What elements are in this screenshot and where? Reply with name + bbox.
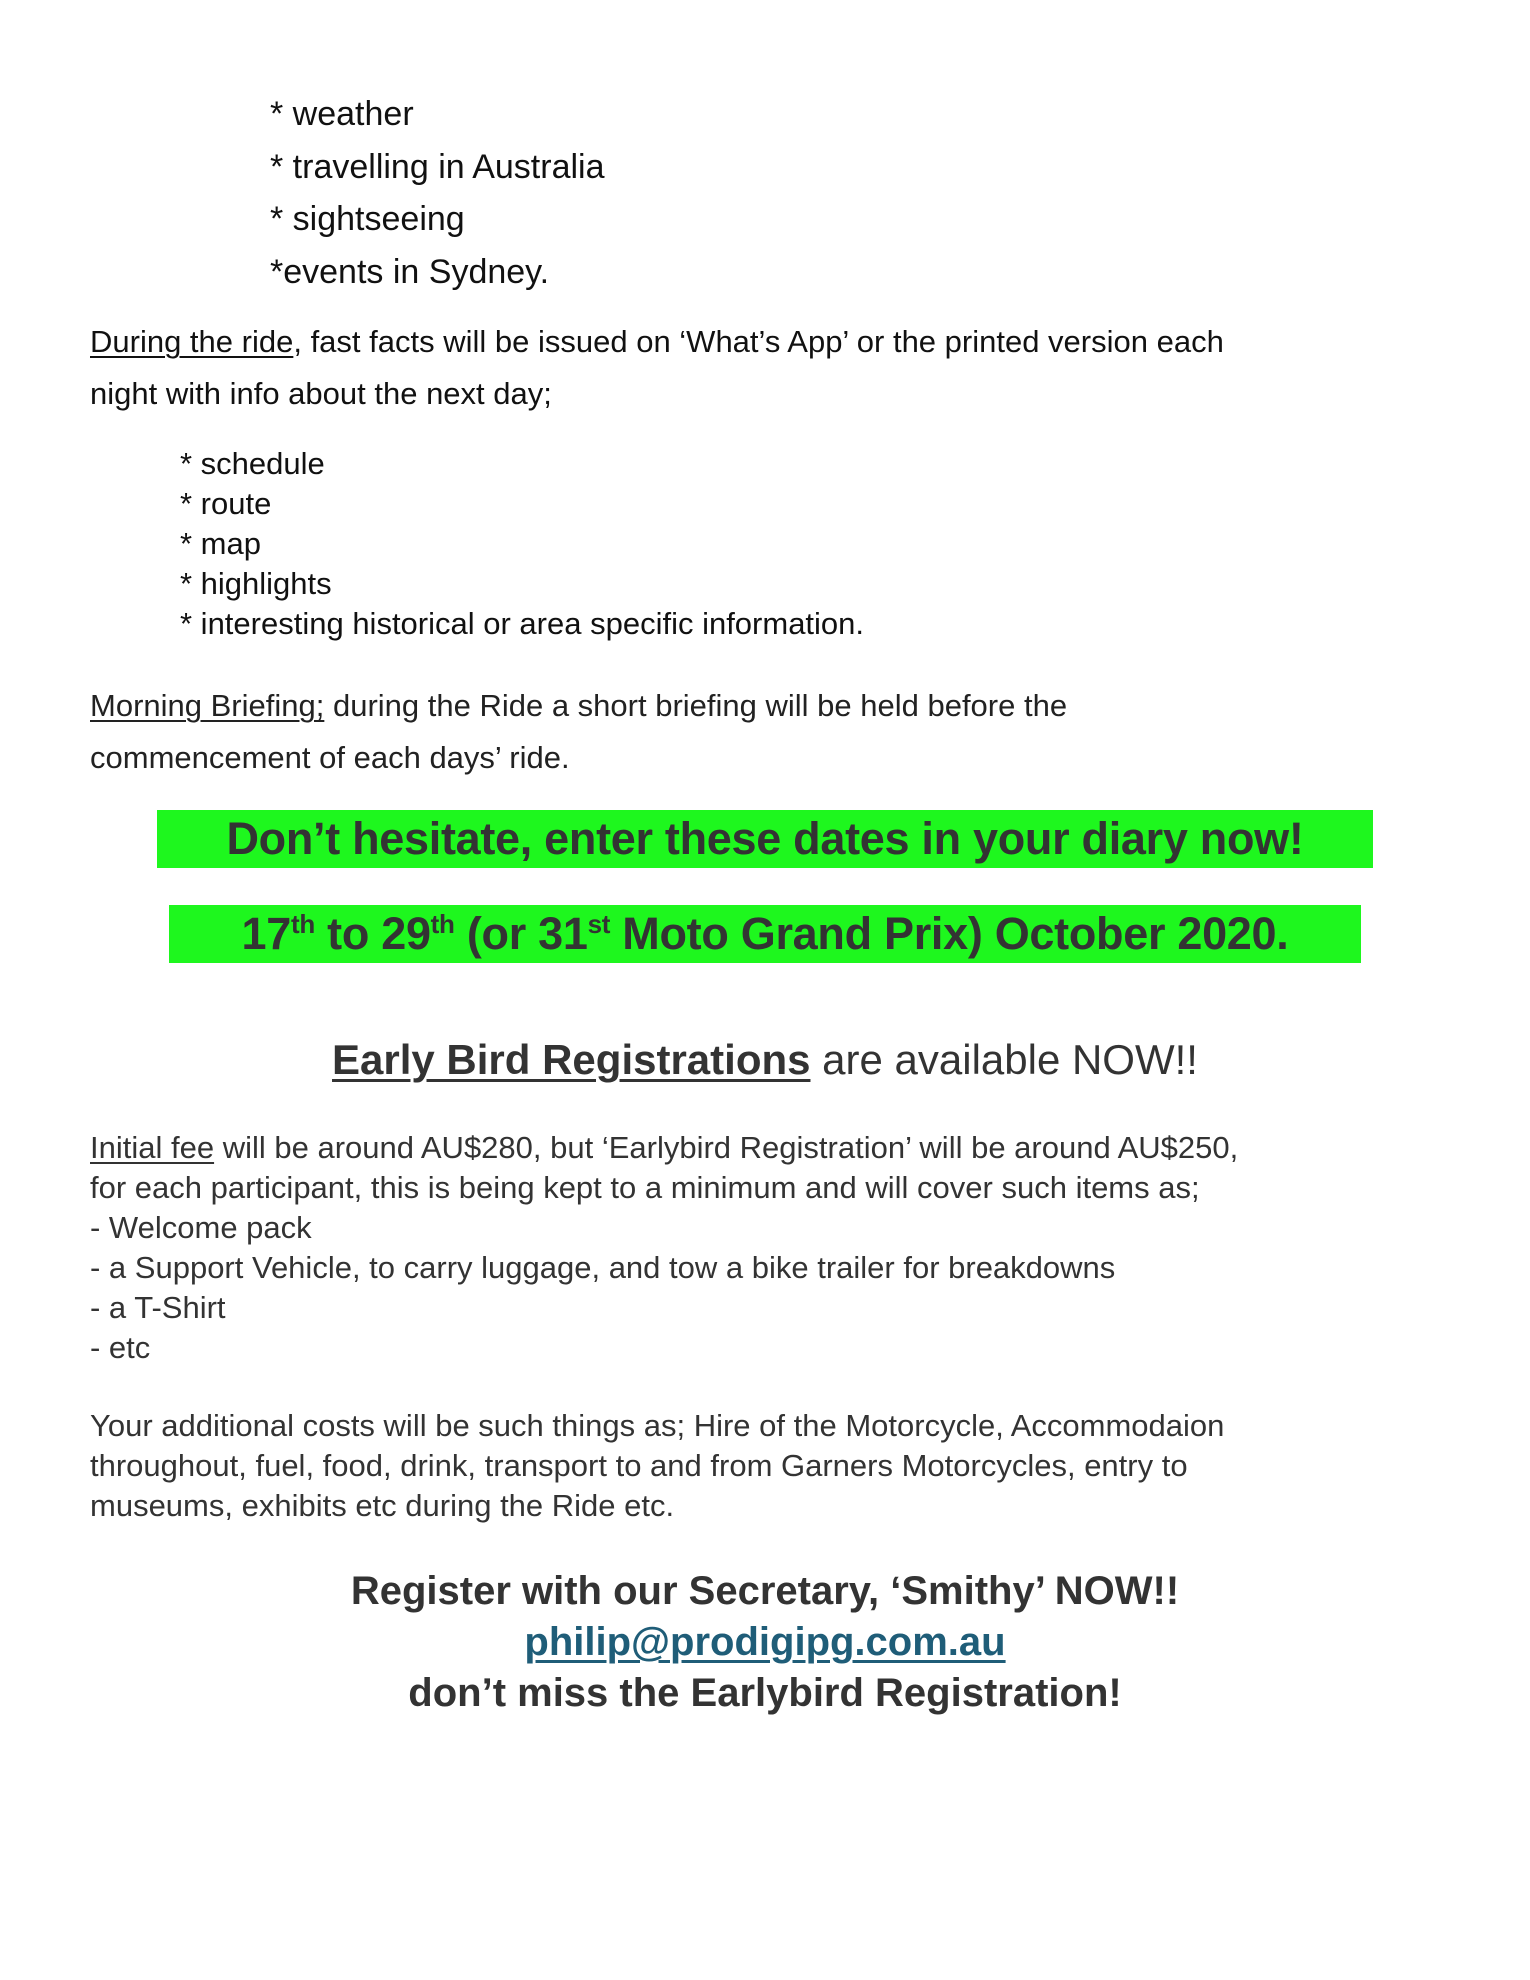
register-heading: Register with our Secretary, ‘Smithy’ NOW!!	[350, 1569, 1180, 1613]
morning-briefing-text: during the Ride a short briefing will be held before the	[324, 688, 1068, 723]
costs-line: museums, exhibits etc during the Ride etc.	[90, 1488, 675, 1523]
register-reminder: don’t miss the Earlybird Registration!	[408, 1671, 1122, 1715]
fee-item: - a T-Shirt	[90, 1290, 226, 1325]
fee-item: - Welcome pack	[90, 1210, 312, 1245]
initial-fee-label: Initial fee	[90, 1130, 215, 1165]
topics-list	[270, 88, 605, 298]
during-ride-label: During the ride	[90, 324, 294, 359]
daily-info-list	[180, 444, 864, 644]
early-bird-availability: are available NOW!!	[810, 1036, 1198, 1083]
morning-briefing-text-line2: commencement of each days’ ride.	[90, 740, 570, 775]
during-ride-paragraph	[90, 316, 1224, 420]
early-bird-heading	[0, 1036, 1530, 1084]
early-bird-label: Early Bird Registrations	[332, 1036, 811, 1083]
list-item: * travelling in Australia	[270, 147, 605, 186]
diary-reminder-text: Don’t hesitate, enter these dates in your diary now!	[226, 813, 1304, 864]
event-dates-text: 17th to 29th (or 31st Moto Grand Prix) October 2020.	[241, 908, 1289, 959]
diary-reminder-banner	[157, 810, 1373, 868]
list-item: * map	[180, 526, 261, 561]
list-item: * interesting historical or area specific information.	[180, 606, 865, 641]
fee-text-line2: for each participant, this is being kept to a minimum and will cover such items as;	[90, 1170, 1200, 1205]
costs-line: throughout, fuel, food, drink, transport to and from Garners Motorcycles, entry to	[90, 1448, 1188, 1483]
morning-briefing-label: Morning Briefing;	[90, 688, 325, 723]
secretary-email-link[interactable]: philip@prodigipg.com.au	[524, 1620, 1006, 1664]
list-item: * schedule	[180, 446, 325, 481]
morning-briefing-paragraph	[90, 680, 1067, 784]
fee-item: - etc	[90, 1330, 151, 1365]
list-item: * highlights	[180, 566, 332, 601]
list-item: * route	[180, 486, 272, 521]
fee-item: - a Support Vehicle, to carry luggage, and tow a bike trailer for breakdowns	[90, 1250, 1116, 1285]
event-dates-banner	[169, 905, 1361, 963]
list-item: *events in Sydney.	[270, 252, 550, 291]
list-item: * sightseeing	[270, 200, 465, 238]
register-call-to-action	[0, 1566, 1530, 1719]
fee-section	[90, 1128, 1238, 1368]
during-ride-text: , fast facts will be issued on ‘What’s App’ or the printed version each	[293, 324, 1224, 359]
list-item: * weather	[270, 95, 414, 133]
costs-line: Your additional costs will be such things as; Hire of the Motorcycle, Accommodaion	[90, 1408, 1225, 1443]
fee-text: will be around AU$280, but ‘Earlybird Registration’ will be around AU$250,	[214, 1130, 1239, 1165]
additional-costs-paragraph	[90, 1406, 1224, 1526]
during-ride-text-line2: night with info about the next day;	[90, 376, 552, 411]
